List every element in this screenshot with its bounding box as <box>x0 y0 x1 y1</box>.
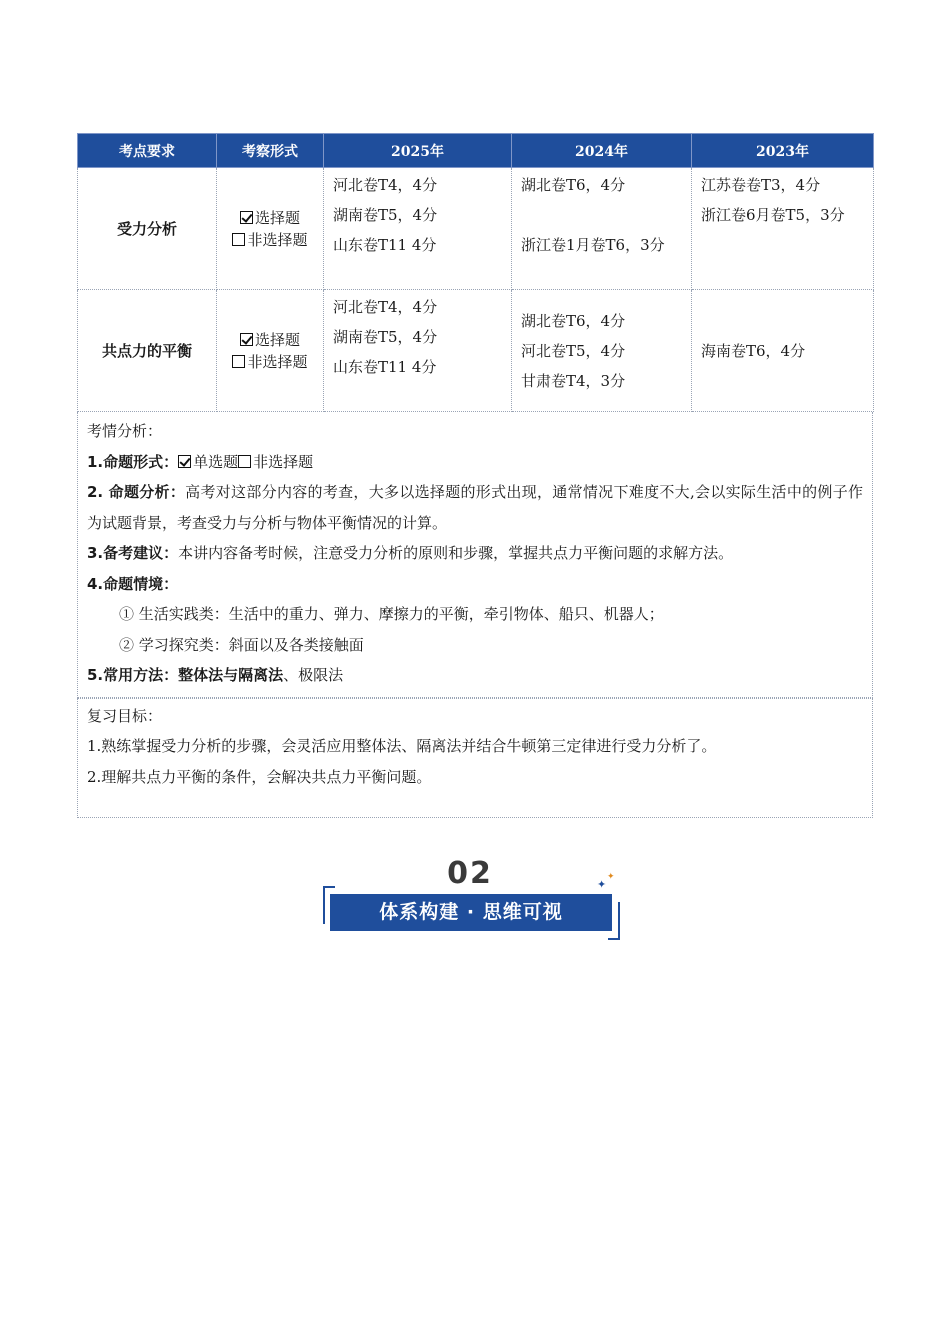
checked-box-icon <box>240 333 253 346</box>
header-2023: 2023年 <box>692 134 874 168</box>
table-row <box>78 290 874 412</box>
form-choice: 选择题 <box>254 208 300 227</box>
analysis-item-1 <box>87 447 863 478</box>
exam-entry: 浙江卷1月卷T6，3分 <box>521 236 665 254</box>
scenario-life: ① 生活实践类：生活中的重力、弹力、摩擦力的平衡，牵引物体、船只、机器人； <box>119 605 664 623</box>
analysis-item-2 <box>87 477 863 538</box>
analysis-item-3 <box>87 538 863 569</box>
item-label: 4.命题情境： <box>87 574 179 593</box>
item-text: 非选择题 <box>253 452 314 471</box>
year-2024-cell <box>512 290 692 412</box>
topic-cell: 受力分析 <box>78 168 217 290</box>
section-banner <box>320 852 630 942</box>
exam-table <box>77 133 874 412</box>
empty-box-icon <box>232 233 245 246</box>
table-row <box>78 168 874 290</box>
scenario-study: ② 学习探究类：斜面以及各类接触面 <box>119 635 364 654</box>
year-2025-cell <box>324 168 512 290</box>
exam-analysis <box>77 412 873 698</box>
exam-entry <box>521 200 682 230</box>
section-number: 02 <box>447 856 493 891</box>
year-2024-cell <box>512 168 692 290</box>
exam-entry: 甘肃卷T4，3分 <box>521 371 626 390</box>
analysis-item-4 <box>87 569 863 600</box>
exam-entry: 湖南卷T5，4分 <box>333 206 438 224</box>
review-goal-1: 1.熟练掌握受力分析的步骤，会灵活应用整体法、隔离法并结合牛顿第三定律进行受力分析了。 <box>87 737 717 755</box>
sparkle-icon: ✦ <box>597 878 607 891</box>
item-label: 2. 命题分析： <box>87 483 186 501</box>
exam-entry: 海南卷T6，4分 <box>701 341 806 360</box>
item-text: 本讲内容备考时候，注意受力分析的原则和步骤，掌握共点力平衡问题的求解方法。 <box>178 544 734 562</box>
form-cell <box>217 168 324 290</box>
review-goal-2: 2.理解共点力平衡的条件，会解决共点力平衡问题。 <box>87 767 432 786</box>
header-2024: 2024年 <box>512 134 692 168</box>
exam-entry: 湖北卷T6，4分 <box>521 311 626 330</box>
exam-entry: 山东卷T11 4分 <box>333 236 437 254</box>
analysis-heading: 考情分析： <box>87 422 163 440</box>
form-cell <box>217 290 324 412</box>
header-topic: 考点要求 <box>78 134 217 168</box>
sparkle-small-icon: ✦ <box>607 872 615 882</box>
item-text: 、极限法 <box>283 666 344 684</box>
year-2023-cell <box>692 168 874 290</box>
exam-entry: 湖南卷T5，4分 <box>333 328 438 346</box>
empty-box-icon <box>232 355 245 368</box>
item-text: 单选题 <box>193 452 239 471</box>
exam-entry: 河北卷T4，4分 <box>333 298 438 316</box>
form-nonchoice: 非选择题 <box>247 230 308 249</box>
year-2023-cell <box>692 290 874 412</box>
item-label: 3.备考建议： <box>87 544 179 562</box>
exam-entry: 河北卷T5，4分 <box>521 341 626 360</box>
form-choice: 选择题 <box>254 330 300 349</box>
exam-entry: 江苏卷卷T3，4分 <box>701 176 821 194</box>
exam-overview <box>77 133 873 818</box>
form-nonchoice: 非选择题 <box>247 352 308 371</box>
exam-entry: 山东卷T11 4分 <box>333 358 437 376</box>
exam-entry: 河北卷T4，4分 <box>333 176 438 194</box>
review-heading: 复习目标： <box>87 706 163 725</box>
checked-box-icon <box>178 455 191 468</box>
item-label: 5.常用方法： <box>87 666 179 684</box>
topic-cell: 共点力的平衡 <box>78 290 217 412</box>
item-bold-text: 整体法与隔离法 <box>178 666 284 684</box>
section-title: 体系构建 · 思维可视 <box>330 894 612 931</box>
year-2025-cell <box>324 290 512 412</box>
header-2025: 2025年 <box>324 134 512 168</box>
exam-entry: 湖北卷T6，4分 <box>521 176 626 194</box>
item-text: 高考对这部分内容的考查，大多以选择题的形式出现，通常情况下难度不大,会以实际生活中的例子作为试题背景，考查受力与分析与物体平衡情况的计算。 <box>87 483 864 532</box>
checked-box-icon <box>240 211 253 224</box>
table-header-row <box>78 134 874 168</box>
header-form: 考察形式 <box>217 134 324 168</box>
empty-box-icon <box>238 455 251 468</box>
review-goals <box>77 698 873 818</box>
exam-entry: 浙江卷6月卷T5，3分 <box>701 206 845 224</box>
item-label: 1.命题形式： <box>87 452 179 471</box>
analysis-item-5 <box>87 660 863 691</box>
